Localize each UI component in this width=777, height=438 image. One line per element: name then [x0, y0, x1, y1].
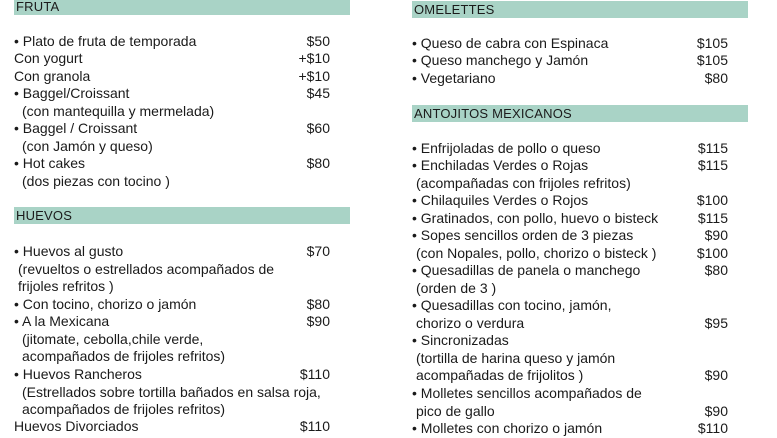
item-price: $90 — [704, 227, 728, 243]
menu-item — [14, 85, 348, 120]
section-header-antojitos: ANTOJITOS MEXICANOS — [412, 105, 748, 122]
menu-item — [412, 35, 746, 53]
menu-item — [412, 192, 746, 210]
item-name: • Molletes sencillos acompañados de — [412, 385, 642, 401]
item-name: • Sopes sencillos orden de 3 piezas — [412, 227, 634, 243]
item-price: $100 — [696, 192, 728, 208]
menu-item — [412, 385, 746, 420]
item-price: $80 — [704, 70, 728, 86]
item-name: • A la Mexicana — [14, 313, 110, 329]
menu-item — [412, 157, 746, 192]
item-name: Huevos Divorciados — [14, 418, 139, 434]
item-price: $80 — [704, 262, 728, 278]
menu-item — [14, 50, 348, 68]
item-price: +$10 — [298, 50, 330, 66]
item-price: $80 — [306, 155, 330, 171]
menu-item — [14, 33, 348, 51]
menu-item — [412, 297, 746, 332]
item-price: +$10 — [298, 68, 330, 84]
item-name: • Quesadillas de panela o manchego — [412, 262, 641, 278]
item-price: $110 — [697, 420, 728, 436]
section-header-omelettes: OMELETTES — [412, 1, 748, 18]
menu-item — [14, 313, 348, 366]
menu-item — [412, 420, 746, 438]
item-name: • Gratinados, con pollo, huevo o bisteck — [412, 210, 659, 226]
item-name: Con granola — [14, 68, 91, 84]
item-price: $60 — [306, 120, 330, 136]
item-price: $70 — [306, 243, 330, 259]
item-description: chorizo o verdura — [416, 314, 525, 331]
menu-item — [412, 210, 746, 228]
item-name: • Hot cakes — [14, 155, 86, 171]
menu-item — [412, 52, 746, 70]
item-description: (jitomate, cebolla,chile verde, acompañados de frijoles refritos) — [22, 330, 226, 364]
menu-item — [412, 262, 746, 297]
item-name: • Enfrijoladas de pollo o queso — [412, 140, 601, 156]
item-price: $105 — [696, 52, 728, 68]
item-price: $110 — [299, 366, 330, 382]
section-header-huevos: HUEVOS — [14, 207, 350, 224]
item-name: • Sincronizadas — [412, 332, 509, 348]
menu-item — [412, 227, 746, 245]
menu-item — [412, 332, 746, 385]
item-name: • Huevos al gusto — [14, 243, 124, 259]
item-name: • Chilaquiles Verdes o Rojos — [412, 192, 589, 208]
item-price: $115 — [697, 210, 728, 226]
item-name: • Huevos Rancheros — [14, 366, 142, 382]
item-description: (dos piezas con tocino ) — [22, 172, 170, 189]
menu-item — [14, 243, 348, 296]
item-name: • Con tocino, chorizo o jamón — [14, 296, 197, 312]
item-name: • Queso manchego y Jamón — [412, 52, 589, 68]
menu-item — [14, 296, 348, 314]
item-description: (tortilla de harina queso y jamón acompañadas de frijolitos ) — [416, 349, 616, 383]
menu-item — [14, 120, 348, 155]
item-price: $105 — [696, 35, 728, 51]
item-name: • Quesadillas con tocino, jamón, — [412, 297, 612, 313]
item-description: (con mantequilla y mermelada) — [22, 102, 215, 119]
item-name: • Vegetariano — [412, 70, 496, 86]
item-name: • Plato de fruta de temporada — [14, 33, 197, 49]
item-name: • Molletes con chorizo o jamón — [412, 420, 603, 436]
item-price: $100 — [696, 245, 728, 261]
item-description: (revueltos o estrellados acompañados de frijoles refritos ) — [18, 260, 275, 294]
section-header-fruta: FRUTA — [14, 0, 350, 15]
menu-item — [412, 245, 746, 263]
item-price: $50 — [306, 33, 330, 49]
item-description: (Estrellados sobre tortilla bañados en salsa roja, acompañados de frijoles refritos) — [22, 383, 321, 417]
item-price: $95 — [704, 315, 728, 331]
menu-item — [14, 418, 348, 436]
item-description: (con Jamón y queso) — [22, 137, 153, 154]
item-name: • Baggel / Croissant — [14, 120, 138, 136]
item-price: $80 — [306, 296, 330, 312]
item-name: (con Nopales, pollo, chorizo o bisteck ) — [416, 245, 657, 261]
menu-item — [412, 70, 746, 88]
menu-item — [14, 68, 348, 86]
item-price: $90 — [306, 313, 330, 329]
menu-item — [412, 140, 746, 158]
item-price: $90 — [704, 403, 728, 419]
item-name: • Queso de cabra con Espinaca — [412, 35, 609, 51]
item-description: (orden de 3 ) — [416, 279, 497, 296]
item-price: $45 — [306, 85, 330, 101]
item-name: • Enchiladas Verdes o Rojas — [412, 157, 589, 173]
item-description: pico de gallo — [416, 402, 495, 419]
item-price: $110 — [299, 418, 330, 434]
item-price: $115 — [697, 157, 728, 173]
item-name: • Baggel/Croissant — [14, 85, 130, 101]
item-price: $115 — [697, 140, 728, 156]
menu-item — [14, 155, 348, 190]
item-description: (acompañadas con frijoles refritos) — [416, 174, 631, 191]
menu-item — [14, 366, 348, 419]
item-price: $90 — [704, 367, 728, 383]
item-name: Con yogurt — [14, 50, 83, 66]
